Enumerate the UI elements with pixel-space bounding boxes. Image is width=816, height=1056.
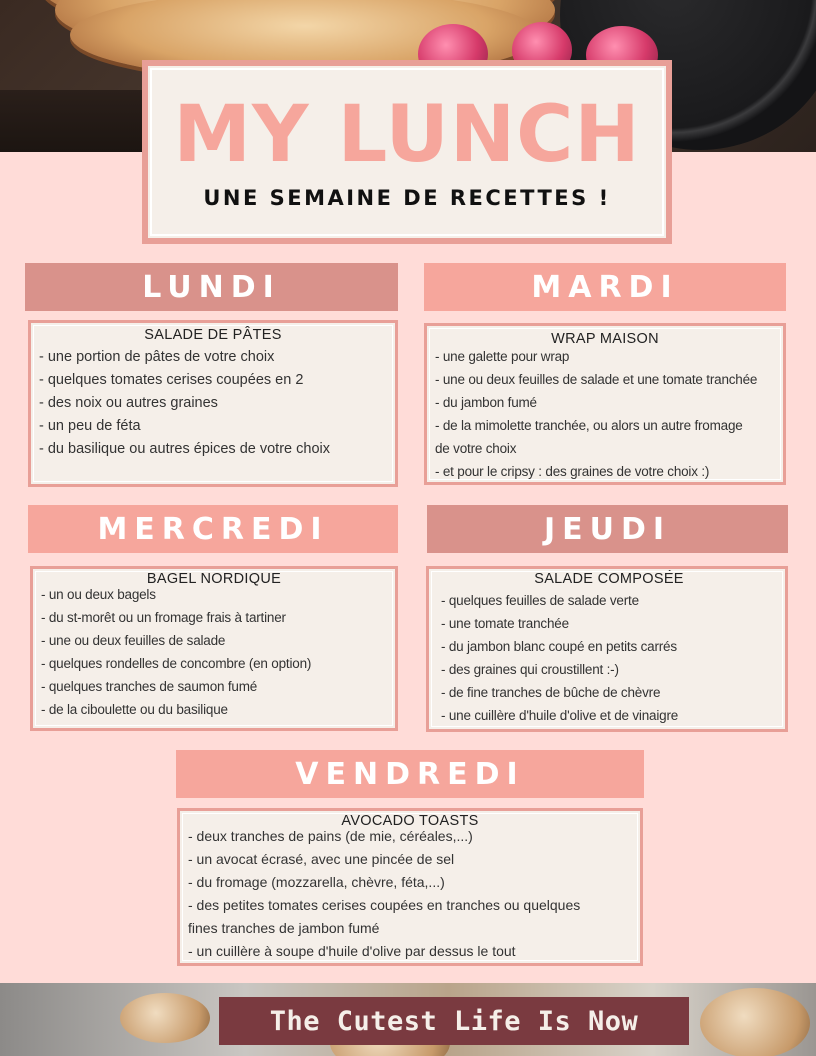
ingredient-item: - du fromage (mozzarella, chèvre, féta,...) (188, 874, 445, 890)
day-banner-mercredi: MERCREDI (28, 505, 398, 553)
ingredient-item: - une tomate tranchée (441, 616, 569, 631)
footer-tagline: The Cutest Life Is Now (219, 997, 689, 1045)
day-banner-mardi: MARDI (424, 263, 786, 311)
recipe-title: SALADE COMPOSÉE (534, 571, 684, 587)
food-detail-image (700, 988, 810, 1056)
day-banner-lundi: LUNDI (25, 263, 398, 311)
ingredient-item: fines tranches de jambon fumé (188, 920, 380, 936)
ingredient-item: - deux tranches de pains (de mie, céréales,...) (188, 828, 473, 844)
ingredient-item: - du jambon fumé (435, 395, 537, 410)
ingredient-item: - et pour le cripsy : des graines de votre choix :) (435, 464, 710, 479)
ingredient-item: - une ou deux feuilles de salade et une tomate tranchée (435, 372, 758, 387)
ingredient-item: - une cuillère d'huile d'olive et de vinaigre (441, 708, 679, 723)
ingredient-item: - de la mimolette tranchée, ou alors un autre fromage (435, 418, 743, 433)
ingredient-item: - quelques feuilles de salade verte (441, 593, 639, 608)
recipe-box-vendredi (177, 808, 643, 966)
ingredient-item: - une portion de pâtes de votre choix (39, 349, 275, 365)
ingredient-item: - du st-morêt ou un fromage frais à tartiner (41, 610, 286, 625)
ingredient-item: - du jambon blanc coupé en petits carrés (441, 639, 677, 654)
ingredient-item: - un peu de féta (39, 418, 141, 434)
page-subtitle: UNE SEMAINE DE RECETTES ! (203, 186, 611, 210)
ingredient-item: - quelques tomates cerises coupées en 2 (39, 372, 304, 388)
ingredient-item: - des graines qui croustillent :-) (441, 662, 619, 677)
ingredient-item: - quelques rondelles de concombre (en option) (41, 656, 312, 671)
recipe-title: AVOCADO TOASTS (341, 813, 479, 829)
recipe-box-mardi (424, 323, 786, 485)
ingredient-item: - quelques tranches de saumon fumé (41, 679, 258, 694)
recipe-box-mercredi (30, 566, 398, 731)
ingredient-item: de votre choix (435, 441, 517, 456)
recipe-title: BAGEL NORDIQUE (146, 571, 282, 587)
day-banner-vendredi: VENDREDI (176, 750, 644, 798)
ingredient-item: - du basilique ou autres épices de votre choix (39, 441, 330, 457)
ingredient-item: - des petites tomates cerises coupées en tranches ou quelques (188, 897, 581, 913)
recipe-box-lundi (28, 320, 398, 487)
ingredient-item: - un avocat écrasé, avec une pincée de sel (188, 851, 455, 867)
ingredient-item: - de la ciboulette ou du basilique (41, 702, 228, 717)
ingredient-item: - des noix ou autres graines (39, 395, 218, 411)
ingredient-item: - un ou deux bagels (41, 587, 156, 602)
ingredient-item: - un cuillère à soupe d'huile d'olive par dessus le tout (188, 943, 516, 959)
header-card (142, 60, 672, 244)
recipe-title: SALADE DE PÂTES (144, 327, 282, 343)
recipe-box-jeudi (426, 566, 788, 732)
page-title: MY LUNCH (173, 90, 641, 180)
food-detail-image (120, 993, 210, 1043)
recipe-title: WRAP MAISON (551, 331, 659, 347)
ingredient-item: - une galette pour wrap (435, 349, 570, 364)
ingredient-item: - de fine tranches de bûche de chèvre (441, 685, 661, 700)
ingredient-item: - une ou deux feuilles de salade (41, 633, 226, 648)
day-banner-jeudi: JEUDI (427, 505, 788, 553)
